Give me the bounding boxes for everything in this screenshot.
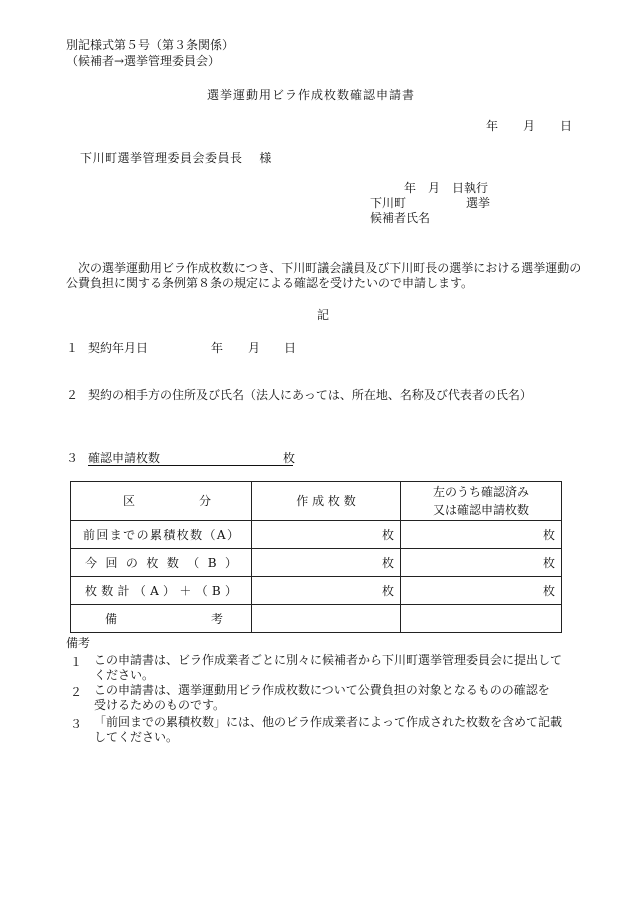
row-unit: 枚 — [401, 549, 562, 577]
row-label: 前回までの累積枚数（A） — [71, 521, 252, 549]
header-kubun-1: 区 — [123, 494, 136, 508]
note-text-line2: してください。 — [94, 730, 179, 744]
contract-date-month: 月 — [248, 341, 261, 355]
date-month: 月 — [523, 119, 536, 133]
count-table — [70, 481, 562, 633]
table-row-remarks — [71, 605, 562, 633]
item-3-number: ３ — [66, 451, 79, 465]
header-confirmed-line1: 左のうち確認済み — [432, 485, 529, 499]
routing-note: （候補者→選挙管理委員会） — [66, 54, 221, 68]
remarks-label-2: 考 — [211, 611, 224, 626]
note-number: １ — [70, 655, 83, 669]
candidate-name-label: 候補者氏名 — [370, 211, 431, 225]
remarks-cell — [252, 605, 401, 633]
row-label: 枚数計（A）＋（B） — [71, 577, 252, 605]
note-text-line2: 受けるためのものです。 — [94, 698, 226, 712]
note-text-line1: 「前回までの累積枚数」には、他のビラ作成業者によって作成された枚数を含めて記載 — [94, 715, 563, 729]
body-text-line1: 次の選挙運動用ビラ作成枚数につき、下川町議会議員及び下川町長の選挙における選挙運動の — [78, 261, 582, 275]
remarks-label — [71, 605, 252, 633]
election-label: 選挙 — [466, 196, 491, 210]
note-text-line2: ください。 — [94, 668, 155, 682]
note-number: ２ — [70, 685, 83, 699]
row-unit: 枚 — [252, 521, 401, 549]
row-label: 今回の枚数（B） — [71, 549, 252, 577]
date-year: 年 — [486, 119, 499, 133]
item-1-number: １ — [66, 341, 79, 355]
header-kubun — [71, 482, 252, 521]
notes-heading: 備考 — [66, 636, 91, 650]
form-number: 別記様式第５号（第３条関係） — [66, 38, 235, 52]
town-label: 下川町 — [370, 196, 407, 210]
table-row — [71, 549, 562, 577]
row-unit: 枚 — [401, 521, 562, 549]
row-unit: 枚 — [401, 577, 562, 605]
header-confirmed-count — [401, 482, 562, 521]
table-row — [71, 521, 562, 549]
header-confirmed-line2: 又は確認申請枚数 — [432, 503, 529, 517]
note-text-line1: この申請書は、ビラ作成業者ごとに別々に候補者から下川町選挙管理委員会に提出して — [94, 653, 563, 667]
table-header-row — [71, 482, 562, 521]
remarks-label-1: 備 — [105, 611, 118, 626]
note-number: ３ — [70, 717, 83, 731]
ki-heading: 記 — [317, 308, 330, 322]
item-2-number: ２ — [66, 388, 79, 402]
requested-count-unit: 枚 — [283, 451, 296, 465]
row-unit: 枚 — [252, 577, 401, 605]
contract-party-label: 契約の相手方の住所及び氏名（法人にあっては、所在地、名称及び代表者の氏名） — [88, 388, 532, 402]
date-day: 日 — [560, 119, 573, 133]
remarks-cell — [401, 605, 562, 633]
body-text-line2: 公費負担に関する条例第８条の規定による確認を受けたいので申請します。 — [66, 276, 474, 290]
requested-count-label: 確認申請枚数 — [88, 451, 161, 465]
contract-date-year: 年 — [211, 341, 224, 355]
contract-date-day: 日 — [284, 341, 297, 355]
table-row — [71, 577, 562, 605]
addressee: 下川町選挙管理委員会委員長 様 — [80, 151, 272, 165]
row-unit: 枚 — [252, 549, 401, 577]
header-kubun-2: 分 — [199, 494, 212, 508]
note-text-line1: この申請書は、選挙運動用ビラ作成枚数について公費負担の対象となるものの確認を — [94, 683, 550, 697]
requested-count-field — [88, 451, 296, 466]
header-created-count: 作 成 枚 数 — [252, 482, 401, 521]
election-date: 年 月 日執行 — [404, 181, 489, 195]
contract-date-label: 契約年月日 — [88, 341, 149, 355]
page-title: 選挙運動用ビラ作成枚数確認申請書 — [207, 88, 416, 102]
